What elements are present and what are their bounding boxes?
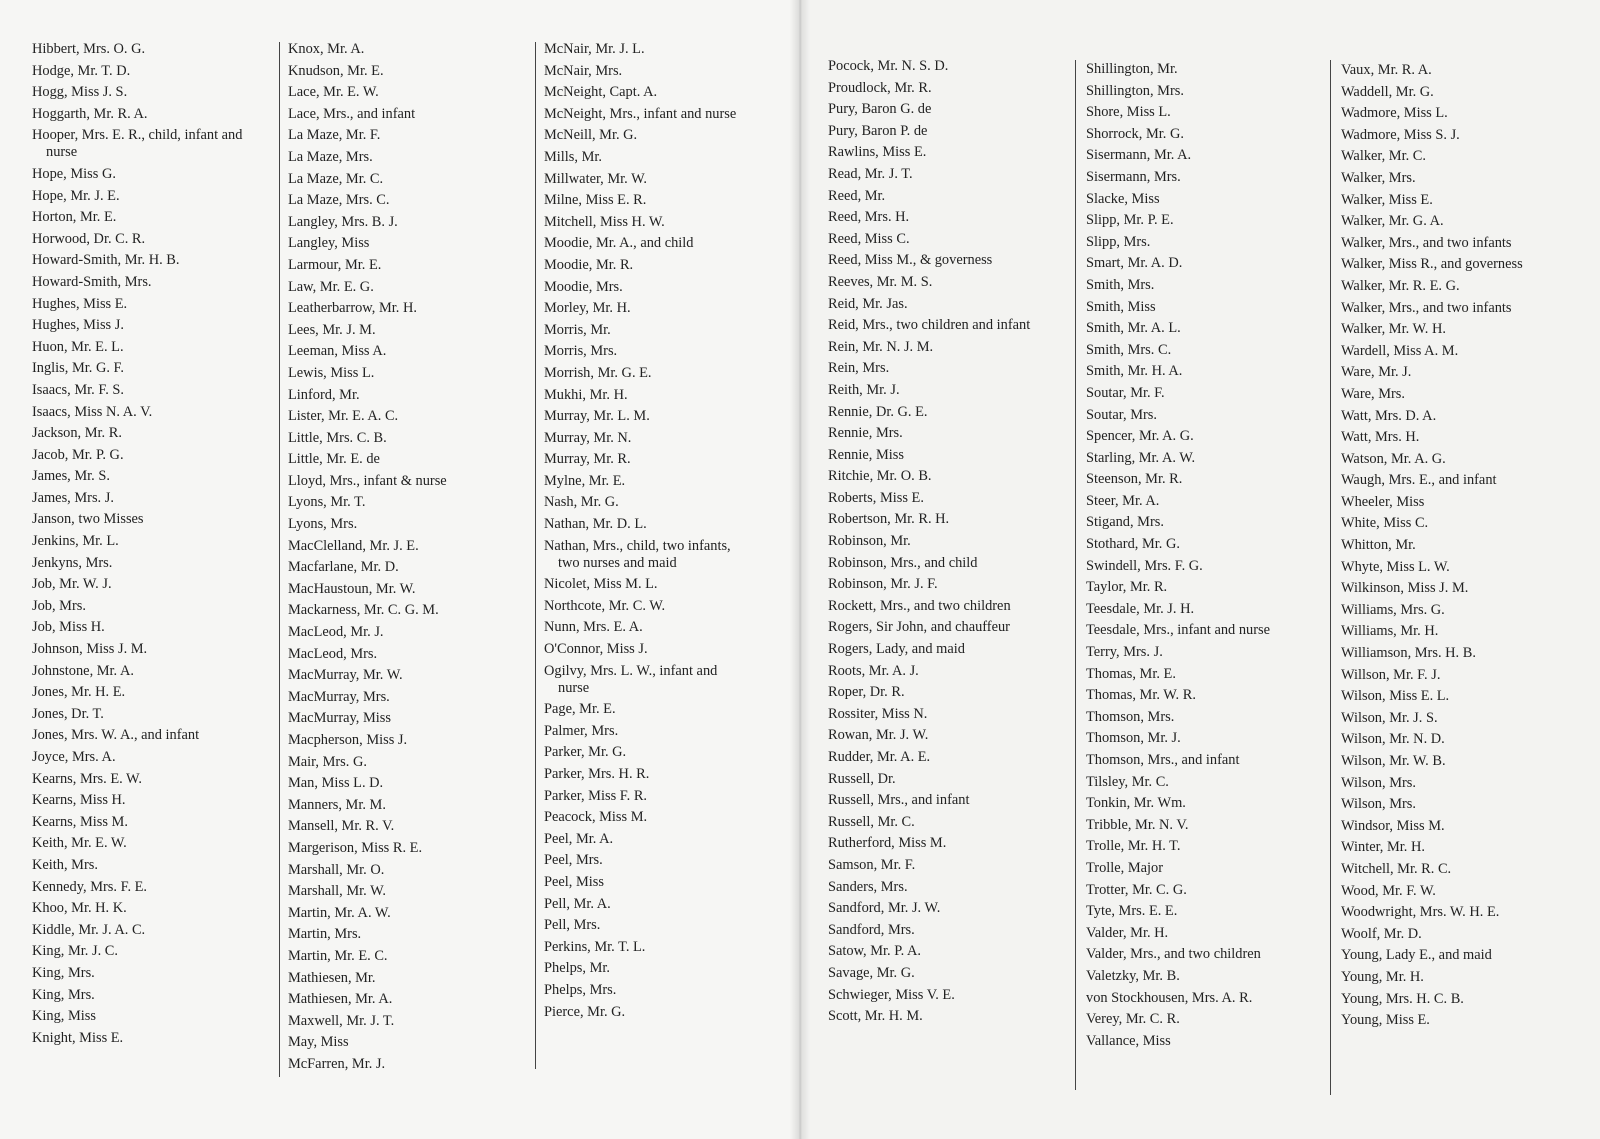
passenger-entry: Leatherbarrow, Mr. H.	[288, 300, 417, 317]
right-column-2	[1086, 61, 1311, 1054]
passenger-entry: Horton, Mr. E.	[32, 209, 117, 226]
passenger-entry: Rockett, Mrs., and two children	[828, 597, 1011, 614]
passenger-entry: Hodge, Mr. T. D.	[32, 62, 131, 79]
column-rule	[535, 42, 536, 1069]
passenger-entry: Vaux, Mr. R. A.	[1341, 62, 1432, 78]
left-column-3	[544, 41, 749, 1025]
passenger-entry: Williams, Mrs. G.	[1341, 601, 1445, 618]
passenger-entry: King, Mrs.	[32, 986, 95, 1003]
passenger-entry: Whyte, Miss L. W.	[1341, 558, 1450, 575]
passenger-entry: Langley, Miss	[288, 235, 370, 252]
passenger-entry: Wilson, Mr. W. B.	[1341, 753, 1446, 769]
passenger-entry: Samson, Mr. F.	[828, 856, 916, 873]
passenger-entry: McNeight, Capt. A.	[544, 84, 658, 101]
passenger-entry: Walker, Mr. W. H.	[1341, 321, 1446, 338]
passenger-entry: McNeill, Mr. G.	[544, 127, 638, 144]
passenger-entry: Langley, Mrs. B. J.	[288, 213, 398, 230]
passenger-entry: La Maze, Mrs.	[288, 148, 373, 165]
passenger-entry: Morris, Mrs.	[544, 343, 618, 360]
passenger-entry: Palmer, Mrs.	[544, 722, 619, 739]
passenger-entry: Mills, Mr.	[544, 148, 602, 165]
passenger-entry: MacLeod, Mr. J.	[288, 624, 384, 641]
passenger-entry: Rogers, Sir John, and chauffeur	[828, 619, 1010, 636]
passenger-entry: Page, Mr. E.	[544, 701, 616, 718]
passenger-entry: Jacob, Mr. P. G.	[32, 446, 124, 463]
passenger-entry: Ogilvy, Mrs. L. W., infant and nurse	[544, 662, 718, 696]
passenger-entry: Job, Mrs.	[32, 597, 86, 614]
passenger-entry: Steenson, Mr. R.	[1086, 471, 1183, 488]
passenger-entry: Reed, Mrs. H.	[828, 209, 910, 226]
passenger-entry: Vallance, Miss	[1086, 1032, 1171, 1049]
passenger-entry: Williamson, Mrs. H. B.	[1341, 645, 1476, 662]
passenger-entry: Nicolet, Miss M. L.	[544, 576, 658, 593]
passenger-entry: White, Miss C.	[1341, 515, 1429, 532]
passenger-entry: Rutherford, Miss M.	[828, 835, 947, 852]
passenger-entry: Wilson, Mr. J. S.	[1341, 709, 1438, 726]
passenger-entry: Job, Miss H.	[32, 619, 105, 636]
passenger-entry: Walker, Miss E.	[1341, 191, 1433, 208]
passenger-entry: Reed, Mr.	[828, 187, 886, 204]
passenger-entry: Ware, Mrs.	[1341, 385, 1405, 402]
passenger-entry: Leeman, Miss A.	[288, 343, 387, 360]
passenger-entry: Spencer, Mr. A. G.	[1086, 428, 1194, 445]
passenger-entry: Tyte, Mrs. E. E.	[1086, 903, 1178, 920]
passenger-entry: Wilkinson, Miss J. M.	[1341, 580, 1469, 597]
passenger-entry: Wardell, Miss A. M.	[1341, 342, 1459, 359]
passenger-entry: MacHaustoun, Mr. W.	[288, 580, 416, 597]
passenger-entry: Jenkyns, Mrs.	[32, 554, 113, 571]
passenger-entry: Pell, Mr. A.	[544, 895, 611, 912]
passenger-entry: Waugh, Mrs. E., and infant	[1341, 472, 1497, 489]
passenger-entry: Walker, Mrs., and two infants	[1341, 299, 1512, 316]
passenger-entry: Law, Mr. E. G.	[288, 278, 374, 295]
passenger-entry: Horwood, Dr. C. R.	[32, 230, 146, 247]
passenger-entry: Wilson, Mr. N. D.	[1341, 731, 1445, 748]
passenger-entry: Slacke, Miss	[1086, 190, 1160, 207]
passenger-entry: Verey, Mr. C. R.	[1086, 1011, 1180, 1028]
passenger-entry: Reed, Miss C.	[828, 230, 910, 247]
passenger-entry: Martin, Mr. A. W.	[288, 904, 391, 921]
passenger-entry: Mansell, Mr. R. V.	[288, 818, 395, 835]
passenger-entry: Smith, Mrs.	[1086, 276, 1155, 293]
passenger-entry: Inglis, Mr. G. F.	[32, 360, 124, 377]
passenger-entry: Joyce, Mrs. A.	[32, 749, 116, 765]
passenger-entry: Keith, Mr. E. W.	[32, 835, 127, 852]
passenger-entry: Murray, Mr. L. M.	[544, 408, 650, 425]
passenger-entry: Rudder, Mr. A. E.	[828, 749, 931, 765]
passenger-entry: Read, Mr. J. T.	[828, 165, 913, 182]
passenger-entry: MacLeod, Mrs.	[288, 645, 378, 662]
passenger-entry: Lister, Mr. E. A. C.	[288, 408, 399, 425]
passenger-entry: Trolle, Mr. H. T.	[1086, 838, 1181, 855]
passenger-entry: Kearns, Miss M.	[32, 813, 128, 830]
passenger-entry: Reeves, Mr. M. S.	[828, 273, 933, 290]
passenger-entry: Tonkin, Mr. Wm.	[1086, 795, 1186, 812]
passenger-entry: Watt, Mrs. H.	[1341, 429, 1420, 446]
passenger-entry: Wheeler, Miss	[1341, 493, 1425, 510]
passenger-entry: Lyons, Mr. T.	[288, 494, 366, 511]
passenger-entry: Jones, Mrs. W. A., and infant	[32, 727, 200, 744]
passenger-entry: Nunn, Mrs. E. A.	[544, 619, 643, 636]
passenger-entry: McNeight, Mrs., infant and nurse	[544, 105, 737, 122]
passenger-entry: O'Connor, Miss J.	[544, 641, 648, 658]
passenger-entry: Woolf, Mr. D.	[1341, 925, 1422, 942]
passenger-entry: Jackson, Mr. R.	[32, 425, 122, 442]
passenger-entry: Smith, Miss	[1086, 298, 1156, 315]
passenger-entry: Manners, Mr. M.	[288, 796, 386, 813]
passenger-entry: Hooper, Mrs. E. R., child, infant and nurse	[32, 127, 243, 161]
passenger-entry: Thomson, Mrs., and infant	[1086, 752, 1240, 768]
passenger-entry: Shorrock, Mr. G.	[1086, 125, 1184, 142]
passenger-entry: Moodie, Mrs.	[544, 278, 623, 295]
passenger-entry: Huon, Mr. E. L.	[32, 338, 124, 355]
passenger-entry: King, Mrs.	[32, 964, 95, 981]
passenger-entry: Terry, Mrs. J.	[1086, 644, 1163, 661]
passenger-entry: Smith, Mr. H. A.	[1086, 363, 1183, 380]
passenger-entry: Stothard, Mr. G.	[1086, 536, 1180, 553]
passenger-entry: Satow, Mr. P. A.	[828, 943, 922, 960]
passenger-entry: Marshall, Mr. O.	[288, 861, 385, 878]
passenger-entry: Robinson, Mrs., and child	[828, 554, 978, 571]
right-column-3	[1341, 62, 1556, 1034]
passenger-entry: Margerison, Miss R. E.	[288, 839, 423, 856]
passenger-entry: Steer, Mr. A.	[1086, 492, 1160, 509]
passenger-entry: McFarren, Mr. J.	[288, 1055, 386, 1072]
passenger-entry: Rogers, Lady, and maid	[828, 641, 965, 658]
passenger-entry: Walker, Mr. C.	[1341, 148, 1426, 165]
passenger-entry: MacMurray, Miss	[288, 710, 391, 727]
passenger-entry: Little, Mr. E. de	[288, 451, 380, 468]
passenger-entry: Knox, Mr. A.	[288, 41, 365, 57]
passenger-entry: Howard-Smith, Mrs.	[32, 273, 152, 290]
passenger-entry: Mitchell, Miss H. W.	[544, 213, 665, 230]
passenger-entry: Sisermann, Mrs.	[1086, 168, 1181, 185]
passenger-entry: Linford, Mr.	[288, 386, 360, 403]
passenger-entry: Sandford, Mrs.	[828, 921, 915, 938]
passenger-entry: McNair, Mr. J. L.	[544, 41, 645, 57]
left-column-2	[288, 41, 513, 1078]
passenger-entry: Lyons, Mrs.	[288, 516, 358, 533]
passenger-entry: Thomson, Mrs.	[1086, 708, 1175, 725]
passenger-entry: Parker, Mrs. H. R.	[544, 766, 650, 782]
passenger-entry: Shore, Miss L.	[1086, 104, 1171, 121]
passenger-entry: Roots, Mr. A. J.	[828, 662, 919, 679]
passenger-entry: Rennie, Mrs.	[828, 425, 903, 442]
passenger-entry: Rossiter, Miss N.	[828, 705, 928, 722]
passenger-entry: Rein, Mrs.	[828, 360, 890, 377]
passenger-entry: Peel, Miss	[544, 873, 604, 890]
passenger-entry: King, Mr. J. C.	[32, 943, 118, 960]
passenger-entry: Sanders, Mrs.	[828, 878, 908, 895]
passenger-entry: Murray, Mr. N.	[544, 429, 632, 446]
passenger-entry: Khoo, Mr. H. K.	[32, 900, 127, 917]
passenger-entry: Whitton, Mr.	[1341, 537, 1416, 554]
column-rule	[1330, 60, 1331, 1095]
passenger-entry: Hibbert, Mrs. O. G.	[32, 41, 146, 57]
passenger-entry: Wilson, Miss E. L.	[1341, 688, 1450, 705]
passenger-entry: Rennie, Miss	[828, 446, 904, 463]
passenger-entry: Hope, Mr. J. E.	[32, 187, 120, 204]
right-column-1	[828, 58, 1058, 1030]
passenger-entry: Teesdale, Mr. J. H.	[1086, 600, 1195, 617]
passenger-entry: Teesdale, Mrs., infant and nurse	[1086, 622, 1271, 639]
passenger-entry: Witchell, Mr. R. C.	[1341, 860, 1452, 877]
passenger-entry: Hoggarth, Mr. R. A.	[32, 105, 148, 122]
passenger-entry: Mylne, Mr. E.	[544, 472, 626, 489]
passenger-entry: Robinson, Mr. J. F.	[828, 576, 938, 593]
passenger-entry: Wadmore, Miss L.	[1341, 105, 1448, 122]
passenger-entry: Maxwell, Mr. J. T.	[288, 1012, 395, 1029]
passenger-entry: Lace, Mrs., and infant	[288, 105, 416, 122]
passenger-entry: Valder, Mrs., and two children	[1086, 946, 1261, 963]
passenger-entry: Sandford, Mr. J. W.	[828, 900, 941, 917]
passenger-entry: Walker, Miss R., and governess	[1341, 256, 1523, 273]
passenger-entry: Mathiesen, Mr.	[288, 969, 376, 986]
passenger-entry: Valder, Mr. H.	[1086, 924, 1169, 941]
passenger-entry: McNair, Mrs.	[544, 62, 623, 79]
passenger-entry: Stigand, Mrs.	[1086, 514, 1164, 531]
passenger-entry: Roberts, Miss E.	[828, 489, 924, 506]
passenger-entry: Moodie, Mr. R.	[544, 256, 634, 273]
passenger-entry: Smith, Mrs. C.	[1086, 341, 1172, 358]
passenger-entry: Reith, Mr. J.	[828, 381, 900, 398]
passenger-entry: Taylor, Mr. R.	[1086, 579, 1168, 596]
column-rule	[1075, 60, 1076, 1090]
passenger-entry: Schwieger, Miss V. E.	[828, 986, 955, 1003]
passenger-entry: Russell, Mr. C.	[828, 813, 915, 830]
passenger-entry: Macfarlane, Mr. D.	[288, 559, 399, 576]
book-gutter	[790, 0, 810, 1139]
passenger-entry: Peacock, Miss M.	[544, 809, 648, 826]
passenger-entry: Rowan, Mr. J. W.	[828, 727, 929, 744]
passenger-entry: Savage, Mr. G.	[828, 964, 915, 981]
passenger-entry: MacMurray, Mrs.	[288, 688, 390, 705]
passenger-entry: Walker, Mrs., and two infants	[1341, 234, 1512, 251]
passenger-entry: Reid, Mr. Jas.	[828, 295, 908, 312]
passenger-entry: Starling, Mr. A. W.	[1086, 449, 1196, 466]
passenger-entry: Williams, Mr. H.	[1341, 623, 1439, 640]
passenger-entry: Wadmore, Miss S. J.	[1341, 126, 1460, 143]
passenger-entry: Smith, Mr. A. L.	[1086, 320, 1181, 337]
passenger-entry: Kiddle, Mr. J. A. C.	[32, 921, 146, 938]
passenger-entry: Knight, Miss E.	[32, 1029, 124, 1046]
passenger-entry: Howard-Smith, Mr. H. B.	[32, 252, 180, 269]
passenger-entry: Shillington, Mrs.	[1086, 82, 1184, 99]
passenger-entry: Janson, two Misses	[32, 511, 144, 528]
passenger-entry: Peel, Mr. A.	[544, 830, 614, 847]
passenger-entry: Lloyd, Mrs., infant & nurse	[288, 472, 447, 489]
passenger-entry: Proudlock, Mr. R.	[828, 79, 932, 96]
passenger-entry: Russell, Dr.	[828, 770, 896, 787]
passenger-entry: Lace, Mr. E. W.	[288, 84, 379, 101]
passenger-entry: Robinson, Mr.	[828, 533, 911, 550]
passenger-entry: Phelps, Mr.	[544, 960, 610, 977]
passenger-entry: Johnson, Miss J. M.	[32, 641, 148, 658]
passenger-entry: Mathiesen, Mr. A.	[288, 991, 393, 1008]
passenger-entry: Millwater, Mr. W.	[544, 170, 647, 187]
passenger-entry: Job, Mr. W. J.	[32, 576, 112, 593]
passenger-entry: Wood, Mr. F. W.	[1341, 882, 1436, 899]
right-page	[800, 0, 1600, 1139]
passenger-entry: Northcote, Mr. C. W.	[544, 597, 666, 614]
left-column-1	[32, 41, 252, 1051]
passenger-entry: Martin, Mr. E. C.	[288, 947, 388, 964]
passenger-entry: James, Mrs. J.	[32, 489, 114, 506]
passenger-entry: Young, Mr. H.	[1341, 968, 1424, 985]
passenger-entry: Nash, Mr. G.	[544, 494, 619, 511]
passenger-entry: Parker, Mr. G.	[544, 744, 627, 761]
passenger-entry: Wilson, Mrs.	[1341, 774, 1416, 791]
passenger-entry: Lees, Mr. J. M.	[288, 321, 376, 338]
passenger-entry: Windsor, Miss M.	[1341, 817, 1445, 834]
passenger-entry: Scott, Mr. H. M.	[828, 1008, 923, 1025]
passenger-entry: Martin, Mrs.	[288, 926, 362, 943]
passenger-entry: Tilsley, Mr. C.	[1086, 773, 1169, 790]
passenger-entry: Knudson, Mr. E.	[288, 62, 384, 79]
passenger-entry: Ritchie, Mr. O. B.	[828, 468, 932, 485]
passenger-entry: Trolle, Major	[1086, 859, 1164, 876]
passenger-entry: Walker, Mr. R. E. G.	[1341, 277, 1460, 294]
passenger-entry: MacMurray, Mr. W.	[288, 667, 403, 684]
passenger-entry: Wilson, Mrs.	[1341, 796, 1416, 813]
passenger-entry: May, Miss	[288, 1034, 349, 1051]
passenger-entry: Slipp, Mr. P. E.	[1086, 212, 1174, 229]
passenger-entry: Roper, Dr. R.	[828, 684, 905, 701]
passenger-entry: Rawlins, Miss E.	[828, 144, 927, 161]
passenger-entry: Kennedy, Mrs. F. E.	[32, 878, 148, 895]
passenger-entry: La Maze, Mrs. C.	[288, 192, 390, 209]
passenger-entry: Lewis, Miss L.	[288, 364, 375, 381]
passenger-entry: Thomas, Mr. W. R.	[1086, 687, 1196, 704]
passenger-entry: Phelps, Mrs.	[544, 981, 617, 998]
passenger-entry: Morrish, Mr. G. E.	[544, 364, 652, 381]
passenger-entry: Robertson, Mr. R. H.	[828, 511, 950, 528]
passenger-entry: King, Miss	[32, 1008, 96, 1025]
passenger-entry: James, Mr. S.	[32, 468, 110, 485]
passenger-entry: Watson, Mr. A. G.	[1341, 450, 1446, 467]
passenger-entry: Pury, Baron G. de	[828, 101, 932, 118]
passenger-entry: Watt, Mrs. D. A.	[1341, 407, 1437, 424]
passenger-entry: Reid, Mrs., two children and infant	[828, 317, 1031, 334]
passenger-entry: Slipp, Mrs.	[1086, 233, 1151, 250]
passenger-entry: Kearns, Miss H.	[32, 792, 126, 809]
passenger-entry: Rennie, Dr. G. E.	[828, 403, 928, 420]
passenger-entry: Mair, Mrs. G.	[288, 753, 367, 770]
passenger-entry: Thomas, Mr. E.	[1086, 665, 1176, 682]
passenger-entry: Willson, Mr. F. J.	[1341, 666, 1441, 683]
passenger-entry: Hope, Miss G.	[32, 165, 116, 182]
passenger-entry: Winter, Mr. H.	[1341, 839, 1425, 856]
passenger-entry: Jones, Dr. T.	[32, 705, 104, 722]
passenger-entry: Perkins, Mr. T. L.	[544, 938, 646, 955]
passenger-entry: Milne, Miss E. R.	[544, 192, 647, 209]
passenger-entry: Sisermann, Mr. A.	[1086, 147, 1192, 164]
passenger-entry: Morris, Mr.	[544, 321, 611, 338]
passenger-entry: Valetzky, Mr. B.	[1086, 967, 1180, 984]
passenger-entry: Swindell, Mrs. F. G.	[1086, 557, 1203, 574]
passenger-entry: La Maze, Mr. F.	[288, 127, 381, 144]
passenger-entry: Waddell, Mr. G.	[1341, 83, 1434, 100]
passenger-entry: Woodwright, Mrs. W. H. E.	[1341, 904, 1500, 921]
passenger-entry: von Stockhousen, Mrs. A. R.	[1086, 989, 1253, 1006]
passenger-entry: Moodie, Mr. A., and child	[544, 235, 694, 252]
column-rule	[279, 42, 280, 1077]
passenger-entry: Ware, Mr. J.	[1341, 364, 1412, 381]
passenger-entry: Pierce, Mr. G.	[544, 1003, 626, 1020]
passenger-entry: Mukhi, Mr. H.	[544, 386, 628, 403]
passenger-entry: Tribble, Mr. N. V.	[1086, 816, 1189, 833]
passenger-entry: Isaacs, Miss N. A. V.	[32, 403, 153, 420]
passenger-entry: Mackarness, Mr. C. G. M.	[288, 602, 439, 619]
passenger-entry: Smart, Mr. A. D.	[1086, 255, 1183, 272]
passenger-entry: MacClelland, Mr. J. E.	[288, 537, 419, 554]
passenger-entry: Larmour, Mr. E.	[288, 256, 382, 273]
passenger-entry: La Maze, Mr. C.	[288, 170, 384, 187]
passenger-entry: Hughes, Miss E.	[32, 295, 128, 312]
passenger-entry: Murray, Mr. R.	[544, 451, 631, 468]
passenger-entry: Young, Miss E.	[1341, 1012, 1430, 1029]
passenger-entry: Nathan, Mrs., child, two infants, two nurses and maid	[544, 537, 731, 571]
passenger-entry: Isaacs, Mr. F. S.	[32, 381, 124, 398]
passenger-entry: Little, Mrs. C. B.	[288, 429, 387, 446]
passenger-entry: Walker, Mrs.	[1341, 169, 1416, 186]
passenger-entry: Young, Mrs. H. C. B.	[1341, 990, 1464, 1007]
passenger-entry: Marshall, Mr. W.	[288, 883, 386, 900]
passenger-entry: Young, Lady E., and maid	[1341, 947, 1492, 964]
passenger-entry: Hughes, Miss J.	[32, 317, 124, 334]
left-page	[0, 0, 798, 1139]
passenger-entry: Pury, Baron P. de	[828, 122, 928, 139]
passenger-entry: Soutar, Mrs.	[1086, 406, 1157, 423]
passenger-entry: Jenkins, Mr. L.	[32, 533, 119, 550]
passenger-entry: Macpherson, Miss J.	[288, 732, 408, 748]
passenger-entry: Thomson, Mr. J.	[1086, 730, 1181, 747]
passenger-entry: Peel, Mrs.	[544, 852, 603, 869]
passenger-entry: Keith, Mrs.	[32, 856, 98, 873]
passenger-entry: Pocock, Mr. N. S. D.	[828, 58, 949, 74]
passenger-entry: Reed, Miss M., & governess	[828, 252, 993, 269]
passenger-entry: Pell, Mrs.	[544, 917, 601, 934]
passenger-entry: Johnstone, Mr. A.	[32, 662, 134, 679]
passenger-entry: Hogg, Miss J. S.	[32, 84, 128, 101]
passenger-entry: Morley, Mr. H.	[544, 300, 631, 317]
passenger-entry: Parker, Miss F. R.	[544, 787, 648, 804]
passenger-entry: Walker, Mr. G. A.	[1341, 213, 1444, 230]
passenger-entry: Nathan, Mr. D. L.	[544, 516, 647, 533]
passenger-entry: Rein, Mr. N. J. M.	[828, 338, 934, 355]
passenger-entry: Shillington, Mr.	[1086, 61, 1178, 77]
passenger-entry: Soutar, Mr. F.	[1086, 384, 1165, 401]
passenger-entry: Jones, Mr. H. E.	[32, 684, 126, 701]
passenger-entry: Russell, Mrs., and infant	[828, 792, 970, 809]
passenger-entry: Kearns, Mrs. E. W.	[32, 770, 142, 787]
passenger-entry: Trotter, Mr. C. G.	[1086, 881, 1187, 898]
passenger-entry: Man, Miss L. D.	[288, 775, 384, 792]
